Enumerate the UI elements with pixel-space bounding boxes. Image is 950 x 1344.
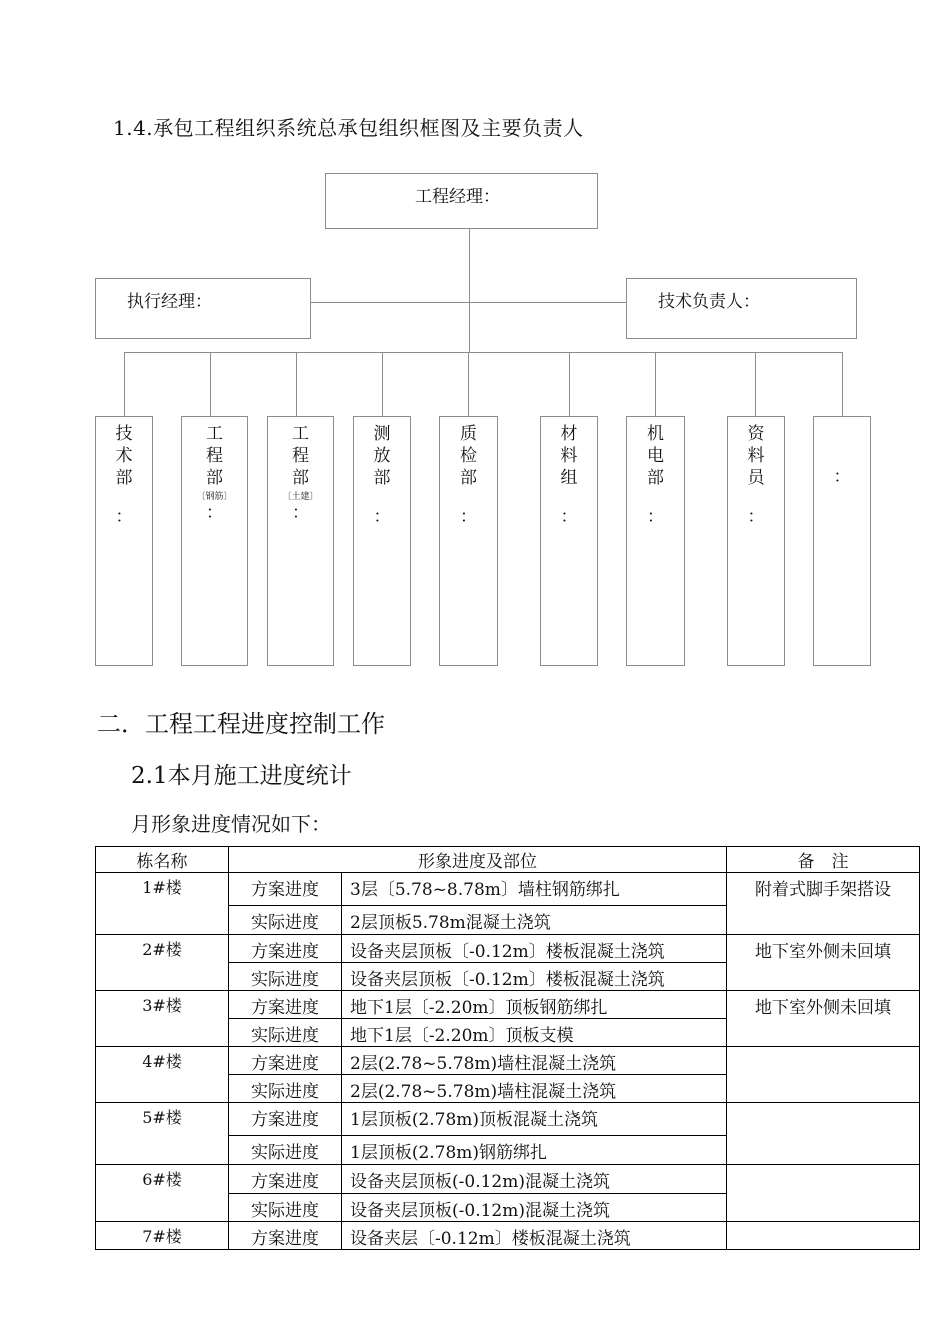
dept-colon: ：: [206, 503, 223, 523]
building-cell: 1#楼: [96, 873, 229, 935]
header-building: 栋名称: [96, 847, 229, 873]
note-cell: [727, 1047, 920, 1103]
connector-manager-row: [310, 302, 627, 303]
dept-box-documentation: [727, 416, 785, 666]
plan-label-cell: 方案进度: [229, 991, 342, 1019]
dept-box-quality: [439, 416, 498, 666]
plan-detail-cell: 设备夹层顶板(-0.12m)混凝土浇筑: [342, 1165, 727, 1194]
table-row: [96, 1047, 920, 1075]
actual-detail-cell: 2层(2.78~5.78m)墙柱混凝土浇筑: [342, 1075, 727, 1103]
plan-detail-cell: 地下1层〔-2.20m〕顶板钢筋绑扎: [342, 991, 727, 1019]
dept-colon: ：: [115, 507, 133, 527]
project-manager-label: 工程经理：: [415, 187, 500, 207]
actual-label-cell: 实际进度: [229, 963, 342, 991]
dept-box-materials: [540, 416, 598, 666]
table-row: [96, 1103, 920, 1136]
dept-name: 质 检 部: [460, 424, 477, 488]
section-heading-2: 二．工程工程进度控制工作: [97, 710, 385, 738]
note-cell: [727, 1222, 920, 1250]
plan-detail-cell: 3层〔5.78~8.78m〕墙柱钢筋绑扎: [342, 873, 727, 906]
dept-box-electromechanical: [626, 416, 685, 666]
dept-box-engineering-rebar: [181, 416, 248, 666]
plan-label-cell: 方案进度: [229, 873, 342, 906]
dept-name: 机 电 部: [647, 424, 664, 488]
actual-label-cell: 实际进度: [229, 1019, 342, 1047]
connector-dept-3: [296, 352, 297, 416]
dept-colon: ：: [747, 507, 765, 527]
header-progress: 形象进度及部位: [229, 847, 727, 873]
building-cell: 7#楼: [96, 1222, 229, 1250]
progress-table: [95, 846, 920, 1250]
dept-subtitle: 〔土建〕: [282, 492, 319, 502]
actual-detail-cell: 设备夹层顶板〔-0.12m〕楼板混凝土浇筑: [342, 963, 727, 991]
note-cell: 附着式脚手架搭设: [727, 873, 920, 935]
table-row: [96, 1165, 920, 1194]
connector-dept-5: [468, 352, 469, 416]
dept-box-engineering-civil: [267, 416, 334, 666]
dept-colon: ：: [373, 507, 391, 527]
note-cell: 地下室外侧未回填: [727, 935, 920, 991]
plan-label-cell: 方案进度: [229, 1165, 342, 1194]
plan-label-cell: 方案进度: [229, 935, 342, 963]
dept-name: 工 程 部: [206, 424, 223, 488]
connector-dept-1: [124, 352, 125, 416]
dept-colon: ：: [647, 507, 664, 527]
building-cell: 4#楼: [96, 1047, 229, 1103]
section-heading-1-4: 1.4.承包工程组织系统总承包组织框图及主要负责人: [113, 116, 584, 140]
dept-colon: ：: [460, 507, 477, 527]
building-cell: 6#楼: [96, 1165, 229, 1222]
actual-label-cell: 实际进度: [229, 906, 342, 935]
table-row: [96, 1222, 920, 1250]
plan-label-cell: 方案进度: [229, 1103, 342, 1136]
dept-name: 资 料 员: [747, 424, 765, 488]
org-box-technical-lead: [626, 278, 857, 339]
dept-colon: ：: [560, 507, 578, 527]
dept-name: 技 术 部: [115, 424, 133, 488]
connector-main-vertical: [469, 228, 470, 352]
actual-label-cell: 实际进度: [229, 1194, 342, 1222]
building-cell: 2#楼: [96, 935, 229, 991]
dept-name: 测 放 部: [373, 424, 391, 488]
dept-colon: ：: [833, 467, 851, 487]
org-box-project-manager: [325, 173, 598, 229]
connector-dept-7: [655, 352, 656, 416]
plan-detail-cell: 设备夹层〔-0.12m〕楼板混凝土浇筑: [342, 1222, 727, 1250]
dept-box-tech: [95, 416, 153, 666]
plan-detail-cell: 2层(2.78~5.78m)墙柱混凝土浇筑: [342, 1047, 727, 1075]
dept-name: 工 程 部: [292, 424, 309, 488]
technical-lead-label: 技术负责人：: [658, 292, 760, 312]
note-cell: [727, 1165, 920, 1222]
connector-dept-2: [210, 352, 211, 416]
table-row: [96, 991, 920, 1019]
connector-dept-row: [124, 352, 843, 353]
actual-detail-cell: 地下1层〔-2.20m〕顶板支模: [342, 1019, 727, 1047]
section-heading-2-1: 2.1本月施工进度统计: [131, 763, 352, 789]
actual-label-cell: 实际进度: [229, 1075, 342, 1103]
building-cell: 5#楼: [96, 1103, 229, 1165]
dept-name: 材 料 组: [560, 424, 578, 488]
plan-label-cell: 方案进度: [229, 1047, 342, 1075]
building-cell: 3#楼: [96, 991, 229, 1047]
header-note: 备 注: [727, 847, 920, 873]
plan-detail-cell: 1层顶板(2.78m)顶板混凝土浇筑: [342, 1103, 727, 1136]
dept-colon: ：: [292, 503, 309, 523]
table-row: [96, 935, 920, 963]
actual-detail-cell: 2层顶板5.78m混凝土浇筑: [342, 906, 727, 935]
table-row: [96, 873, 920, 906]
dept-box-unnamed: [813, 416, 871, 666]
connector-dept-9: [842, 352, 843, 416]
connector-dept-4: [382, 352, 383, 416]
org-box-executive-manager: [95, 278, 311, 339]
actual-detail-cell: 1层顶板(2.78m)钢筋绑扎: [342, 1136, 727, 1165]
plan-detail-cell: 设备夹层顶板〔-0.12m〕楼板混凝土浇筑: [342, 935, 727, 963]
executive-manager-label: 执行经理：: [127, 292, 212, 312]
note-cell: 地下室外侧未回填: [727, 991, 920, 1047]
actual-label-cell: 实际进度: [229, 1136, 342, 1165]
table-header-row: [96, 847, 920, 873]
actual-detail-cell: 设备夹层顶板(-0.12m)混凝土浇筑: [342, 1194, 727, 1222]
plan-label-cell: 方案进度: [229, 1222, 342, 1250]
intro-text: 月形象进度情况如下：: [131, 812, 331, 836]
connector-dept-6: [569, 352, 570, 416]
note-cell: [727, 1103, 920, 1165]
dept-box-survey: [353, 416, 411, 666]
connector-dept-8: [755, 352, 756, 416]
dept-subtitle: 〔钢筋〕: [196, 492, 233, 502]
